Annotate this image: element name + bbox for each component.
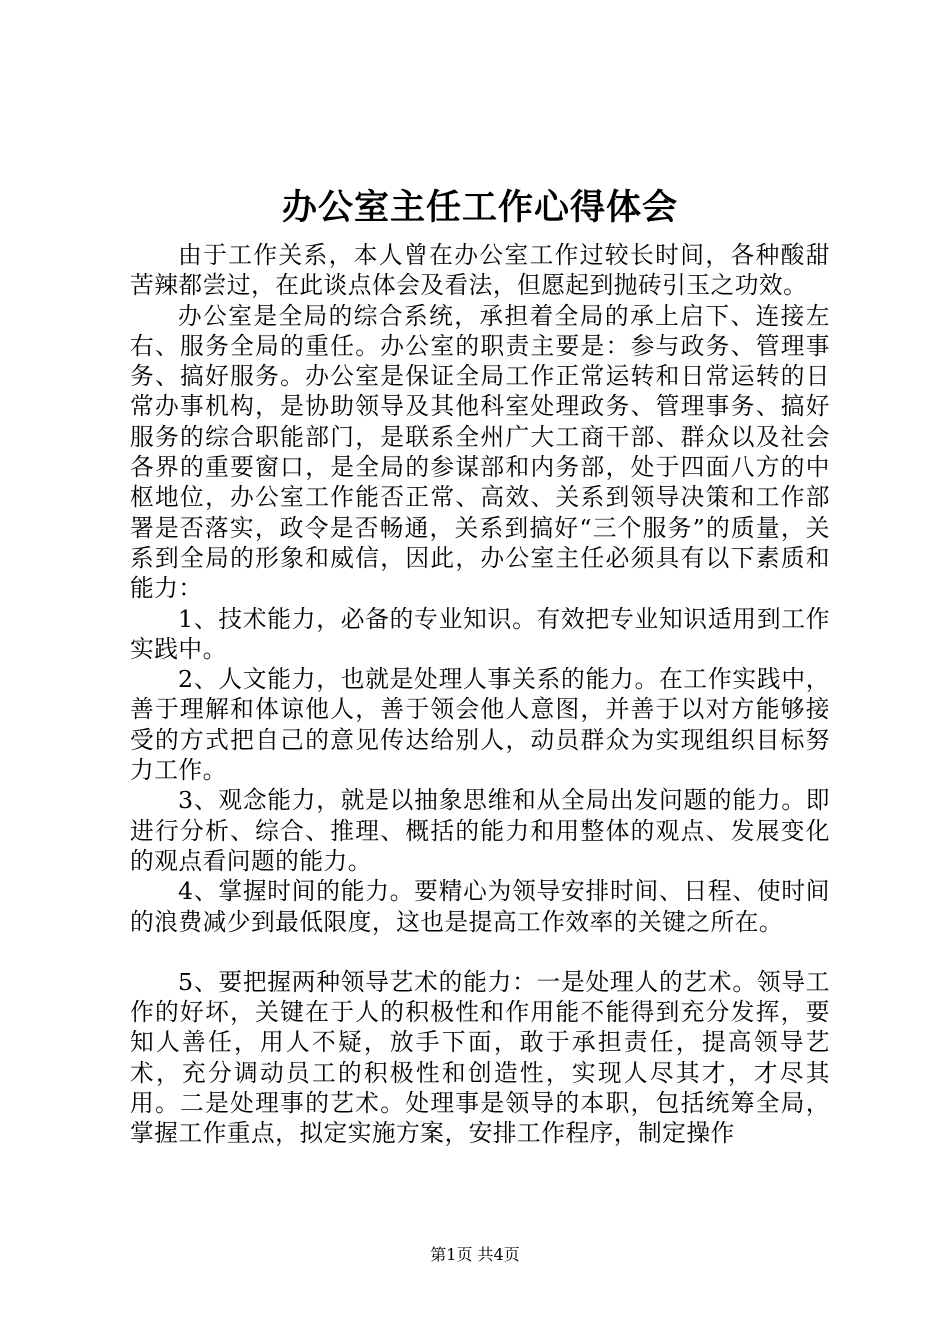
paragraph-item-5: 5、要把握两种领导艺术的能力：一是处理人的艺术。领导工作的好坏，关键在于人的积极性和作用能不能得到充分发挥，要知人善任，用人不疑，放手下面，敢于承担责任，提高领导艺术，充分调动员工的积极性和创造性，实现人尽其才，才尽其用。二是处理事的艺术。处理事是领导的本职，包括统筹全局，掌握工作重点，拟定实施方案，安排工作程序，制定操作 [130,967,830,1148]
paragraph-office-role: 办公室是全局的综合系统，承担着全局的承上启下、连接左右、服务全局的重任。办公室的职责主要是：参与政务、管理事务、搞好服务。办公室是保证全局工作正常运转和日常运转的日常办事机构，是协助领导及其他科室处理政务、管理事务、搞好服务的综合职能部门，是联系全州广大工商干部、群众以及社会各界的重要窗口，是全局的参谋部和内务部，处于四面八方的中枢地位，办公室工作能否正常、高效、关系到领导决策和工作部署是否落实，政令是否畅通，关系到搞好“三个服务”的质量，关系到全局的形象和威信，因此，办公室主任必须具有以下素质和能力： [130,301,830,603]
paragraph-item-2: 2、人文能力，也就是处理人事关系的能力。在工作实践中，善于理解和体谅他人，善于领会他人意图，并善于以对方能够接受的方式把自己的意见传达给别人，动员群众为实现组织目标努力工作。 [130,665,830,785]
paragraph-item-3: 3、观念能力，就是以抽象思维和从全局出发问题的能力。即进行分析、综合、推理、概括的能力和用整体的观点、发展变化的观点看问题的能力。 [130,786,830,875]
page-number-footer: 第1页 共4页 [430,1245,520,1264]
paragraph-item-1: 1、技术能力，必备的专业知识。有效把专业知识适用到工作实践中。 [130,604,830,663]
paragraph-item-4: 4、掌握时间的能力。要精心为领导安排时间、日程、使时间的浪费减少到最低限度，这也是提高工作效率的关键之所在。 [130,877,830,936]
document-page [130,176,830,1149]
paragraph-intro: 由于工作关系，本人曾在办公室工作过较长时间，各种酸甜苦辣都尝过，在此谈点体会及看法，但愿起到抛砖引玉之功效。 [130,241,830,300]
document-title: 办公室主任工作心得体会 [281,187,678,228]
